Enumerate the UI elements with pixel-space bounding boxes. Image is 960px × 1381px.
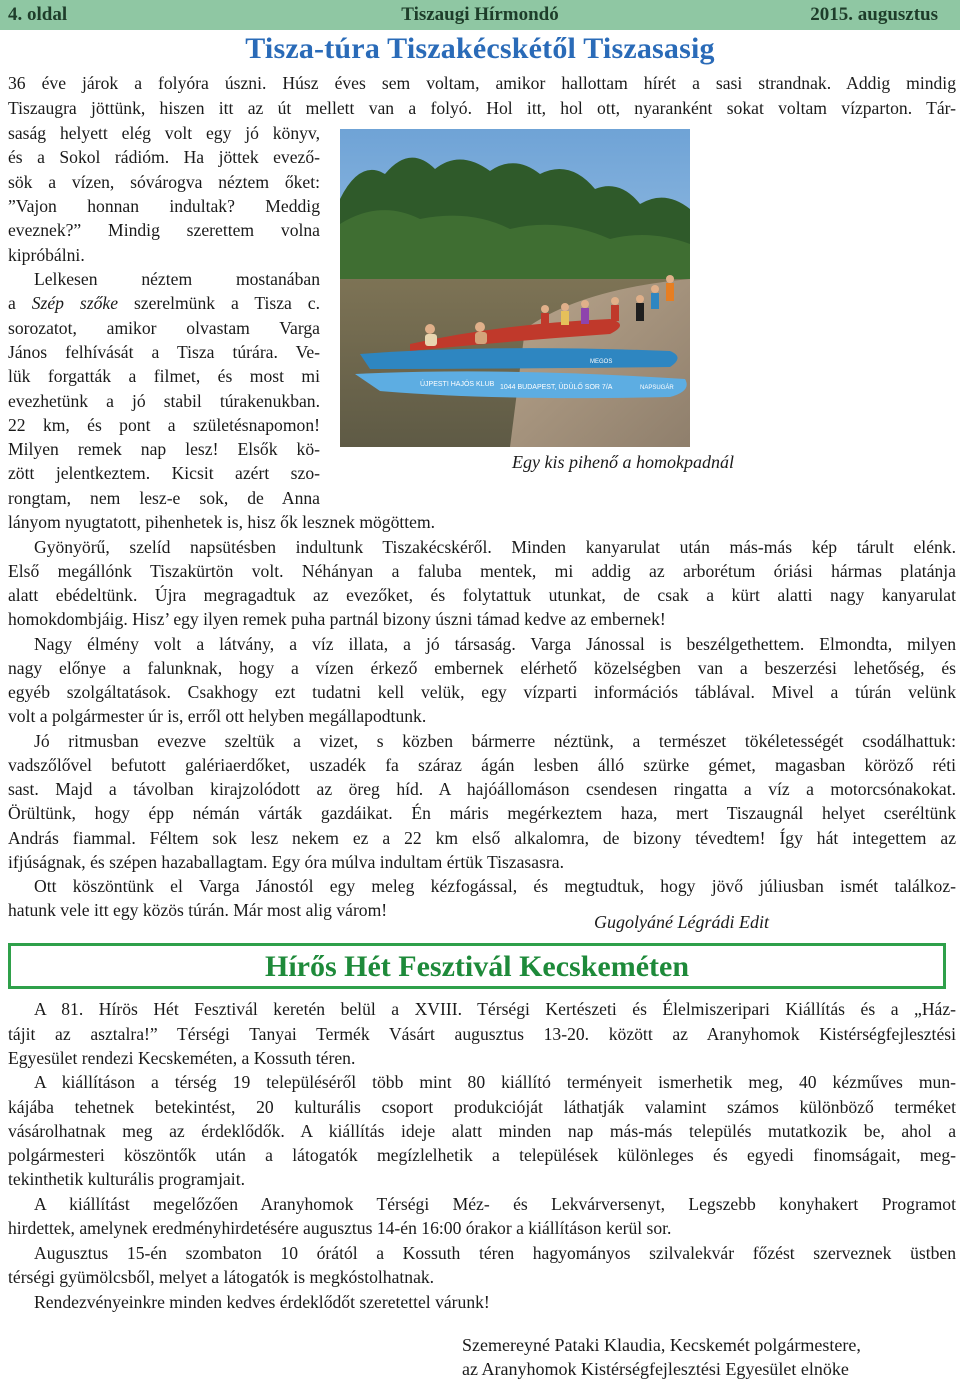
article1-line: Ott köszöntünk el Varga Jánostól egy meleg kézfogással, és megtudtuk, hogy jövő júliusban ismét találkoz- — [34, 876, 956, 896]
canoe-blue-1 — [360, 348, 678, 369]
article1-line: lük forgatták a filmet, és most mi — [8, 366, 320, 386]
article1-line: kipróbálni. — [8, 245, 85, 265]
page-header — [0, 0, 960, 30]
article1-line: Nagy élmény volt a látvány, a víz illata, a jó társaság. Varga Jánossal is beszélgethettem. Elmondta, milyen — [34, 634, 956, 654]
article1-line: volt a polgármester úr is, erről ott helyben megállapodtunk. — [8, 706, 427, 726]
article2-line: Egyesület rendezi Kecskeméten, a Kossuth téren. — [8, 1048, 356, 1068]
signature-line: az Aranyhomok Kistérségfejlesztési Egyesület elnöke — [462, 1359, 849, 1379]
article1-line: és a Sokol rádióm. Ha jöttek evező- — [8, 147, 320, 167]
article1-line: eveznek?” Mindig szerettem volna — [8, 220, 320, 240]
article1-line: Első megállónk Tiszakürtön volt. Néhányan a faluba mentek, mi addig az arborétum óriási hármas platánja — [8, 561, 956, 581]
article2-line: A kiállításon a térség 19 településéről több mint 80 kiállító terményeit ismerhetik meg, 40 kézműves mun- — [34, 1072, 956, 1092]
article2-line: polgármesteri köszöntők után a látogatók megízlelhetik a települések különleges és egyedi finomságait, meg- — [8, 1145, 956, 1165]
article1-line: János felhívását a Tisza túrára. Ve- — [8, 342, 320, 362]
article1-line: Milyen remek nap lesz! Elsők kö- — [8, 439, 320, 459]
article1-line: Gyönyörű, szelíd napsütésben indultunk Tiszakécskéről. Minden kanyarulat után más-más kép tárult elénk. — [34, 537, 956, 557]
article1-line: evezhetünk a jó stabil túrakenukban. — [8, 391, 320, 411]
article1-line: rongtam, nem lesz-e sok, de Anna — [8, 488, 320, 508]
article1-line: sast. Majd a távolban kirajzolódott az öreg híd. A hajóállomáson csendesen ringatta a víz a motorcsónakokat. — [8, 779, 956, 799]
boat-label: MEGOS — [590, 359, 613, 365]
article1-line: alatt ebédeltünk. Újra megragadtuk az evezőket, és folytattuk utunkat, de csak a kürt alatti nagy kanyarulat — [8, 585, 956, 605]
article2-line: Augusztus 15-én szombaton 10 órától a Kossuth téren hagyományos szilvalekvár főzést szerveznek üstben — [34, 1243, 956, 1263]
article1-line: saság helyett elég volt egy jó könyv, — [8, 123, 320, 143]
article1-line: lányom nyugtatott, pihenhetek is, hisz ők lesznek mögöttem. — [8, 512, 436, 532]
canoe-photo — [340, 129, 690, 447]
article1-line: homokdombjáig. Hisz’ egy ilyen remek puha partnál bizony úszni támad kedve az embernek! — [8, 609, 666, 629]
article2-line: térségi gyümölcsből, melyet a látogatók is megkóstolhatnak. — [8, 1267, 435, 1287]
article1-line: 36 éve járok a folyóra úszni. Húsz éves sem voltam, amikor hallottam hírét a sasi strandnak. Addig mindig — [8, 73, 956, 93]
article1-line: Tiszaugra jöttünk, hiszen itt az út mellett van a folyó. Hol itt, hol ott, nyaranként sokat voltam vízparton. Tár- — [8, 98, 956, 118]
article1-line: sök a vízen, sóvárogva néztem őket: — [8, 172, 320, 192]
article1-line: ”Vajon honnan indultak? Meddig — [8, 196, 320, 216]
article1-line: vadszőlővel befutott galériaerdőket, uszadék fa száraz ágán lesben álló szürke gémet, magasban köröző réti — [8, 755, 956, 775]
article1-line: Lelkesen néztem mostanában — [34, 269, 320, 289]
article2-title-box — [8, 943, 946, 989]
article1-line: egyéb szolgáltatások. Csakhogy ezt tudatni kell velük, egy vízparti információs táblával. Mivel a túrán velünk — [8, 682, 956, 702]
article1-line: Jó ritmusban evezve szeltük a vizet, s közben bármerre néztünk, a természet tökéletességét csodálhattuk: — [34, 731, 956, 751]
article2-line: A kiállítást megelőzően Aranyhomok Térségi Méz- és Lekvárversenyt, Legszebb konyhakert Programot — [34, 1194, 956, 1214]
article2-line: tekinthetik kulturális programjait. — [8, 1169, 245, 1189]
article1-line: 22 km, és pont a születésnapomon! — [8, 415, 320, 435]
article1-line: nagy előnye a falunknak, hogy a vízen érkező embernek elérhető közelségben van a beszerzési lehetőség, és — [8, 658, 956, 678]
article2-line: tájit az asztalra!” Térségi Tanyai Termék Vásárt augusztus 13-20. között az Aranyhomok Kistérségfejlesztési — [8, 1024, 956, 1044]
article1-line: András fiammal. Féltem sok lesz nekem ez a 22 km első alkalomra, de bizony tévedtem! Így hát integettem az — [8, 828, 956, 848]
article1-line: hatunk vele itt egy közös túrán. Már most alig várom! — [8, 900, 388, 920]
boat-label: NAPSUGÁR — [640, 385, 674, 391]
article2-title: Hírős Hét Fesztivál Kecskeméten — [264, 950, 690, 983]
issue-date: 2015. augusztus — [810, 4, 938, 25]
article2-line: Rendezvényeinkre minden kedves érdeklődőt szeretettel várunk! — [34, 1292, 490, 1312]
article2-line: hirdettek, amelynek eredményhirdetésére augusztus 14-én 16:00 órakor a kiállításon kerül sor. — [8, 1218, 672, 1238]
article1-author: Gugolyáné Légrádi Edit — [594, 912, 769, 932]
newspaper-name: Tiszaugi Hírmondó — [401, 4, 559, 25]
photo-caption: Egy kis pihenő a homokpadnál — [512, 452, 734, 472]
article1-line: a Szép szőke szerelmünk a Tisza c. — [8, 293, 320, 313]
article1-line: zött jelentkeztem. Kicsit azért szo- — [8, 463, 320, 483]
article2-line: kájába tehetnek betekintést, 20 kulturális csoport produkcióját láthatják valamint számos különböző terméket — [8, 1097, 956, 1117]
article1-title: Tisza-túra Tiszakécskétől Tiszasasig — [245, 32, 715, 65]
article1-line: Örültünk, hogy épp némán várták gazdáikat. Én máris megérkeztem haza, mert Tiszaugnál helyet cseréltünk — [8, 803, 956, 823]
article2-line: vásárolhatnak meg az érdeklődők. A kiállítás ideje alatt minden nap más-más település mutatkozik be, ahol a — [8, 1121, 956, 1141]
boat-label: ÚJPESTI HAJÓS KLUB — [420, 381, 495, 388]
signature-line: Szemereyné Pataki Klaudia, Kecskemét polgármestere, — [462, 1335, 861, 1355]
page-number: 4. oldal — [8, 4, 68, 25]
canoe-photo-illustration — [340, 129, 690, 447]
article1-line: sorozatot, amikor olvastam Varga — [8, 318, 320, 338]
article2-line: A 81. Hírös Hét Fesztivál keretén belül a XVIII. Térségi Kertészeti és Élelmiszeripari Kiállítás és a „Ház- — [34, 999, 956, 1019]
boat-label: 1044 BUDAPEST, ÜDÜLŐ SOR 7/A — [500, 384, 613, 391]
article1-line: ifjúságnak, és szépen hazaballagtam. Egy óra múlva indultam értük Tiszasasra. — [8, 852, 564, 872]
